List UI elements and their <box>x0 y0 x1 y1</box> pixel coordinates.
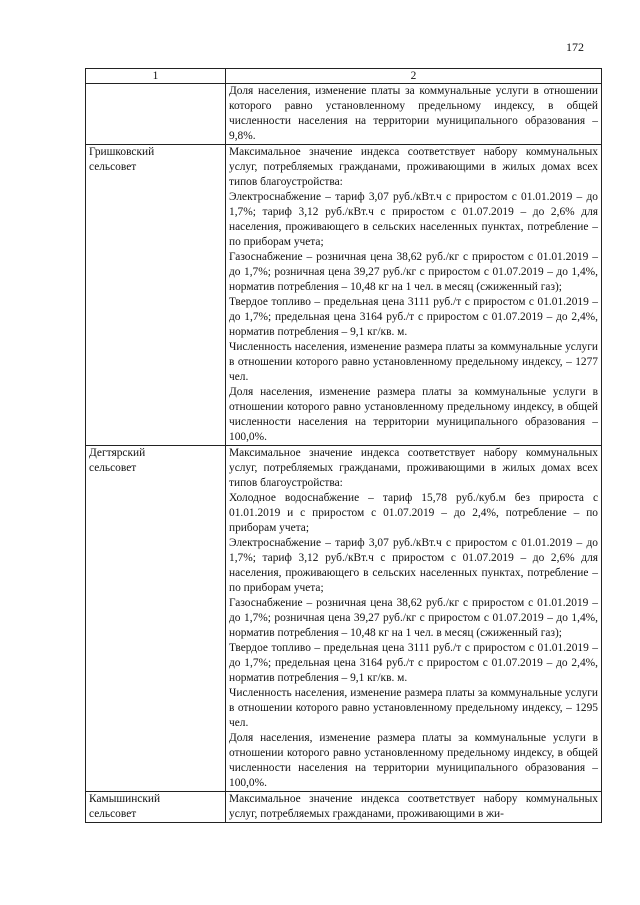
tariff-paragraph: Электроснабжение – тариф 3,07 руб./кВт.ч с приростом с 01.01.2019 – до 1,7%; тариф 3,12 руб./кВт.ч с приростом с 01.07.2019 – до 2,6% для населения, проживающего в сельских населенных пунктах, потребление – по приборам учета; <box>229 191 598 248</box>
tariff-paragraph: Холодное водоснабжение – тариф 15,78 руб./куб.м без прироста с 01.01.2019 и с приростом с 01.07.2019 – до 2,4%, потребление – по приборам учета; <box>229 492 598 534</box>
tariff-paragraph: Твердое топливо – предельная цена 3111 руб./т с приростом с 01.01.2019 – до 1,7%; предельная цена 3164 руб./т с приростом с 01.07.2019 – до 2,4%, норматив потребления – 9,1 кг/кв. м. <box>229 642 598 684</box>
tariff-paragraph: Максимальное значение индекса соответствует набору коммунальных услуг, потребляемых гражданами, проживающими в жи- <box>229 793 598 820</box>
column-header-2: 2 <box>226 69 602 84</box>
column-header-1: 1 <box>86 69 226 84</box>
tariff-description-cell <box>226 446 602 792</box>
tariff-paragraph: Газоснабжение – розничная цена 38,62 руб./кг с приростом с 01.01.2019 – до 1,7%; розничная цена 39,27 руб./кг с приростом с 01.07.2019 – до 1,4%, норматив потребления – 10,48 кг на 1 чел. в месяц (сжиженный газ); <box>229 597 598 639</box>
table-row <box>86 84 602 145</box>
table-header-row <box>86 69 602 84</box>
tariff-paragraph: Доля населения, изменение размера платы за коммунальные услуги в отношении которого равно установленному предельному индексу, в общей численности населения на территории муниципального образования – 100,0%. <box>229 732 598 789</box>
tariff-paragraph: Твердое топливо – предельная цена 3111 руб./т с приростом с 01.01.2019 – до 1,7%; предельная цена 3164 руб./т с приростом с 01.07.2019 – до 2,4%, норматив потребления – 9,1 кг/кв. м. <box>229 296 598 338</box>
municipality-name: Камышинский сельсовет <box>89 793 161 820</box>
tariff-description-cell <box>226 145 602 446</box>
tariff-description-cell <box>226 792 602 823</box>
municipality-name: Дегтярский сельсовет <box>89 447 146 474</box>
tariff-paragraph: Численность населения, изменение размера платы за коммунальные услуги в отношении которого равно установленному предельному индексу, – 1277 чел. <box>229 341 598 383</box>
municipality-cell <box>86 145 226 446</box>
municipality-cell <box>86 446 226 792</box>
municipality-cell <box>86 84 226 145</box>
municipality-name: Гришковский сельсовет <box>89 146 155 173</box>
tariff-paragraph: Максимальное значение индекса соответствует набору коммунальных услуг, потребляемых гражданами, проживающими в жилых домах всех типов благоустройства: <box>229 146 598 188</box>
tariff-description-cell <box>226 84 602 145</box>
tariff-paragraph: Численность населения, изменение размера платы за коммунальные услуги в отношении которого равно установленному предельному индексу, – 1295 чел. <box>229 687 598 729</box>
tariff-paragraph: Максимальное значение индекса соответствует набору коммунальных услуг, потребляемых гражданами, проживающими в жилых домах всех типов благоустройства: <box>229 447 598 489</box>
table-row <box>86 145 602 446</box>
page-number: 172 <box>566 40 584 54</box>
tariff-paragraph: Газоснабжение – розничная цена 38,62 руб./кг с приростом с 01.01.2019 – до 1,7%; розничная цена 39,27 руб./кг с приростом с 01.07.2019 – до 1,4%, норматив потребления – 10,48 кг на 1 чел. в месяц (сжиженный газ); <box>229 251 598 293</box>
municipality-cell <box>86 792 226 823</box>
tariff-paragraph: Электроснабжение – тариф 3,07 руб./кВт.ч с приростом с 01.01.2019 – до 1,7%; тариф 3,12 руб./кВт.ч с приростом с 01.07.2019 – до 2,6% для населения, проживающего в сельских населенных пунктах, потребление – по приборам учета; <box>229 537 598 594</box>
tariff-table <box>85 68 602 823</box>
tariff-paragraph: Доля населения, изменение размера платы за коммунальные услуги в отношении которого равно установленному предельному индексу, в общей численности населения на территории муниципального образования – 100,0%. <box>229 386 598 443</box>
table-row <box>86 792 602 823</box>
tariff-paragraph: Доля населения, изменение платы за коммунальные услуги в отношении которого равно установленному предельному индексу, в общей численности населения на территории муниципального образования – 9,8%. <box>229 85 598 142</box>
table-row <box>86 446 602 792</box>
